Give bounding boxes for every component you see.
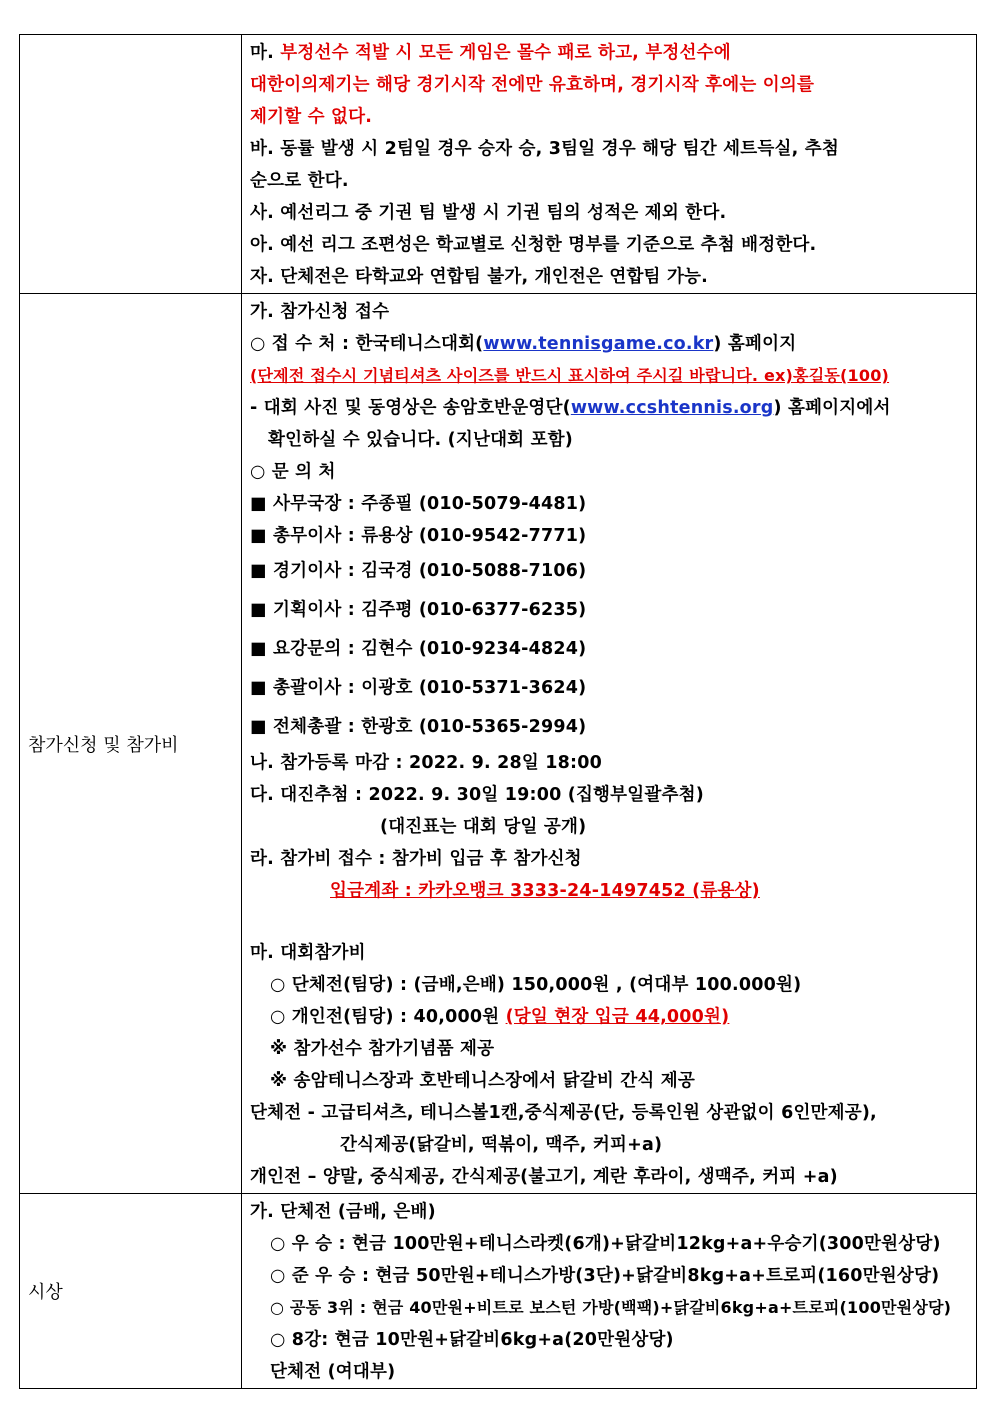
fee-onsite: (당일 현장 입금 44,000원)	[505, 1007, 730, 1027]
contact-item: ■ 기획이사 : 김주평 (010-6377-6235)	[250, 600, 587, 620]
reg-ga: 가. 참가신청 접수	[250, 302, 390, 322]
registration-label: 참가신청 및 참가비	[20, 294, 242, 1194]
note-snack: ※ 송암테니스장과 호반테니스장에서 닭갈비 간식 제공	[270, 1071, 695, 1091]
team-provide-line2: 간식제공(닭갈비, 떡볶이, 맥주, 커피+a)	[340, 1135, 663, 1155]
rule-ma-line3: 제기할 수 없다.	[250, 107, 373, 127]
rule-ma-line1: 마. 부정선수 적발 시 모든 게임은 몰수 패로 하고, 부정선수에	[250, 43, 731, 63]
awards-ga: 가. 단체전 (금배, 은배)	[250, 1202, 436, 1222]
contact-item: ■ 사무국장 : 주종필 (010-5079-4481)	[250, 494, 587, 514]
reg-photo-line2: 확인하실 수 있습니다. (지난대회 포함)	[268, 430, 573, 450]
ccshtennis-link[interactable]: www.ccshtennis.org	[570, 398, 774, 418]
contact-item: ■ 총괄이사 : 이광호 (010-5371-3624)	[250, 678, 587, 698]
individual-provide: 개인전 – 양말, 중식제공, 간식제공(불고기, 계란 후라이, 생맥주, 커피 +a)	[250, 1167, 838, 1187]
rule-a: 아. 예선 리그 조편성은 학교별로 신청한 명부를 기준으로 추첨 배정한다.	[250, 235, 817, 255]
reg-da: 다. 대진추첨 : 2022. 9. 30일 19:00 (집행부일괄추첨)	[250, 785, 704, 805]
rules-content-cell	[242, 35, 977, 294]
rule-ba-line2: 순으로 한다.	[250, 171, 349, 191]
rule-ma-line2: 대한이의제기는 해당 경기시작 전에만 유효하며, 경기시작 후에는 이의를	[250, 75, 815, 95]
rule-ja: 자. 단체전은 타학교와 연합팀 불가, 개인전은 연합팀 가능.	[250, 267, 709, 287]
reg-inquiry: ○ 문 의 처	[250, 462, 336, 482]
rule-ba-line1: 바. 동률 발생 시 2팀일 경우 승자 승, 3팀일 경우 해당 팀간 세트득실, 추첨	[250, 139, 839, 159]
reg-ma: 마. 대회참가비	[250, 943, 366, 963]
awards-content-cell	[242, 1194, 977, 1389]
contact-item: ■ 총무이사 : 류용상 (010-9542-7771)	[250, 526, 587, 546]
contact-item: ■ 전체총괄 : 한광호 (010-5365-2994)	[250, 717, 587, 737]
reg-ra: 라. 참가비 접수 : 참가비 입금 후 참가신청	[250, 849, 582, 869]
info-table	[19, 34, 977, 1389]
awards-row	[20, 1194, 977, 1389]
award-item: ○ 우 승 : 현금 100만원+테니스라켓(6개)+닭갈비12kg+a+우승기(300만원상당)	[270, 1234, 941, 1254]
tennisgame-link[interactable]: www.tennisgame.co.kr	[483, 334, 714, 354]
reg-shirt-notice: (단제전 접수시 기념티셔츠 사이즈를 반드시 표시하여 주시길 바랍니다. ex)홍길동(100)	[250, 366, 890, 385]
fee-individual: ○ 개인전(팀당) : 40,000원 (당일 현장 입금 44,000원)	[270, 1007, 730, 1027]
rules-label-cell	[20, 35, 242, 294]
reg-photo-line1: - 대회 사진 및 동영상은 송암호반운영단(www.ccshtennis.org) 홈페이지에서	[250, 398, 891, 418]
rule-sa: 사. 예선리그 중 기권 팀 발생 시 기권 팀의 성적은 제외 한다.	[250, 203, 727, 223]
awards-women: 단체전 (여대부)	[270, 1362, 396, 1382]
contact-item: ■ 경기이사 : 김국경 (010-5088-7106)	[250, 561, 587, 581]
note-souvenir: ※ 참가선수 참가기념품 제공	[270, 1039, 495, 1059]
awards-label: 시상	[20, 1194, 242, 1389]
contact-item: ■ 요강문의 : 김현수 (010-9234-4824)	[250, 639, 587, 659]
registration-content-cell	[242, 294, 977, 1194]
reg-reception: ○ 접 수 처 : 한국테니스대회(www.tennisgame.co.kr) 홈페이지	[250, 334, 797, 354]
reg-na: 나. 참가등록 마감 : 2022. 9. 28일 18:00	[250, 753, 602, 773]
reg-account-line	[250, 875, 970, 907]
registration-row	[20, 294, 977, 1194]
reg-da-note: (대진표는 대회 당일 공개)	[380, 817, 587, 837]
rules-row	[20, 35, 977, 294]
award-item: ○ 8강: 현금 10만원+닭갈비6kg+a(20만원상당)	[270, 1330, 674, 1350]
award-item: ○ 준 우 승 : 현금 50만원+테니스가방(3단)+닭갈비8kg+a+트로피(160만원상당)	[270, 1266, 940, 1286]
spacer	[250, 907, 970, 937]
reg-account: 입금계좌 : 카카오뱅크 3333-24-1497452 (류용상)	[330, 881, 760, 901]
fee-team: ○ 단체전(팀당) : (금배,은배) 150,000원 , (여대부 100.000원)	[270, 975, 802, 995]
award-item: ○ 공동 3위 : 현금 40만원+비트로 보스턴 가방(백팩)+닭갈비6kg+a+트로피(100만원상당)	[270, 1298, 952, 1317]
team-provide-line1: 단체전 - 고급티셔츠, 테니스볼1캔,중식제공(단, 등록인원 상관없이 6인만제공),	[250, 1103, 877, 1123]
